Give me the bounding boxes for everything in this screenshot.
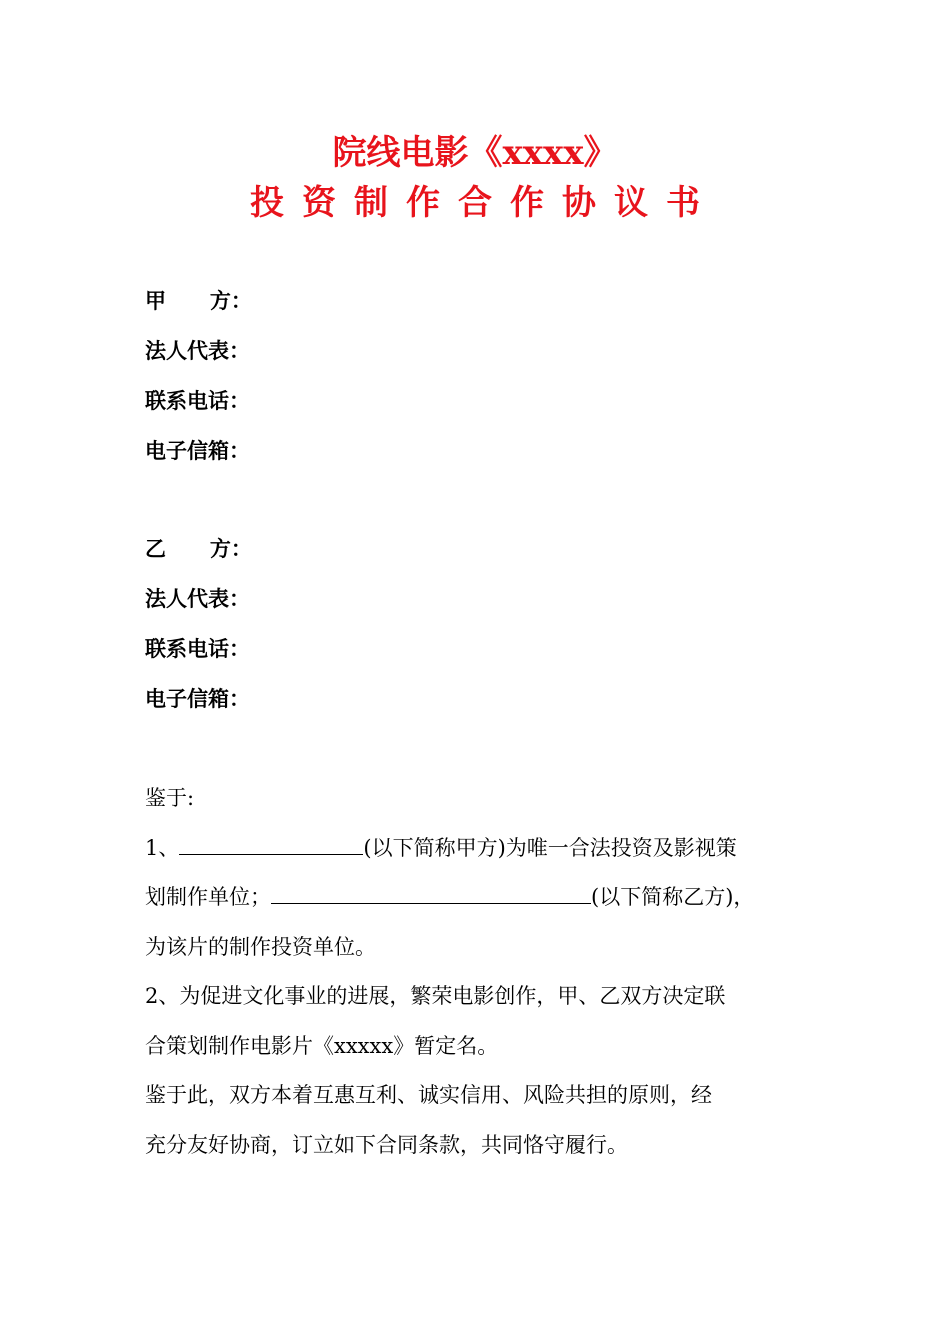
party-b-rep-label: 法人代表： xyxy=(145,587,250,611)
party-a-block xyxy=(145,276,805,476)
party-b-block xyxy=(145,524,805,724)
clause-1-line-2 xyxy=(145,873,810,923)
document-subtitle: 投资制作合作协议书 xyxy=(250,183,718,223)
party-a-name-label: 甲 方： xyxy=(145,289,252,313)
clause-2-line-2: 合策划制作电影片《xxxxx》暂定名。 xyxy=(145,1033,499,1058)
party-a-email-label: 电子信箱： xyxy=(145,439,250,463)
party-b-phone-label: 联系电话： xyxy=(145,637,250,661)
document-title: 院线电影《xxxx》 xyxy=(332,133,618,173)
closing-line-2: 充分友好协商，订立如下合同条款，共同恪守履行。 xyxy=(145,1132,628,1157)
party-b-email-label: 电子信箱： xyxy=(145,687,250,711)
clause-1-line-1 xyxy=(145,824,810,874)
party-b-name-label: 乙 方： xyxy=(145,537,252,561)
party-a-rep-label: 法人代表： xyxy=(145,339,250,363)
party-b-name-blank[interactable] xyxy=(271,877,591,904)
whereas-heading: 鉴于: xyxy=(145,786,195,810)
clause-1-text-b: 划制作单位； xyxy=(145,885,271,909)
clause-1-number: 1、 xyxy=(145,835,180,860)
party-a-phone-label: 联系电话： xyxy=(145,389,250,413)
agreement-body xyxy=(145,774,810,1170)
clause-1-text-a: (以下简称甲方)为唯一合法投资及影视策 xyxy=(363,835,737,860)
clause-2-line-1: 2、为促进文化事业的进展，繁荣电影创作，甲、乙双方决定联 xyxy=(145,984,726,1008)
closing-line-1: 鉴于此，双方本着互惠互利、诚实信用、风险共担的原则，经 xyxy=(145,1083,712,1107)
clause-1-line-3: 为该片的制作投资单位。 xyxy=(145,934,376,959)
clause-1-text-c: (以下简称乙方)， xyxy=(591,885,755,909)
party-a-name-blank[interactable] xyxy=(179,828,363,855)
